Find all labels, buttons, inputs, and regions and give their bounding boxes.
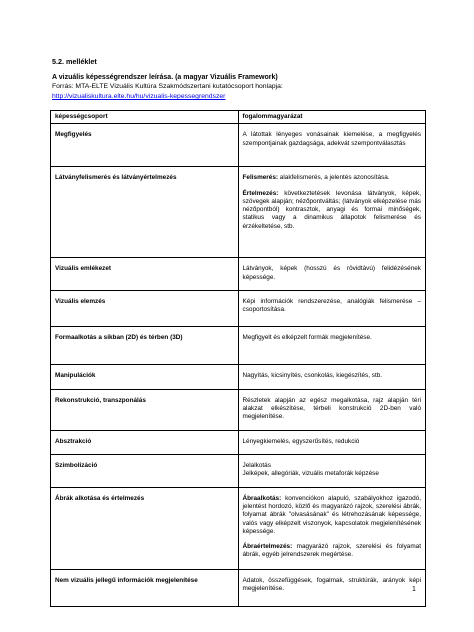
table-row	[51, 487, 426, 569]
paragraph-text: magyarázó rajzok, szerelési és folyamat ábrák, egyéb jelrendszerek megértése.	[242, 543, 421, 559]
table-row	[51, 455, 426, 488]
page-number: 1	[412, 586, 416, 593]
paragraph-text: konvenciókon alapuló, szabályokhoz igazodó, jelentést hordozó, közlő és magyarázó rajzok, szerelési ábrák, folyamat ábrák "olvasásának" és létrehozásának képessége, valós vagy elképzelt viszonyok, kapcsolatok megjelenítésének képessége.	[242, 494, 421, 535]
table-row	[51, 290, 426, 326]
group-cell: Nem vizuális jellegű információk megjelenítése	[51, 569, 239, 606]
table-header-row	[51, 111, 426, 124]
group-cell: Vizuális elemzés	[51, 290, 239, 326]
description-cell: Részletek alapján az egész megalkotása, rajz alapján téri alakzat elkészítése, térbeli konstrukció 2D-ben való megjelenítése.	[238, 389, 426, 430]
group-cell: Szimbolizáció	[51, 455, 239, 488]
description-paragraph	[243, 495, 422, 536]
table-row	[51, 167, 426, 258]
description-cell: Lényegkiemelés, egyszerűsítés, redukció	[238, 430, 426, 454]
group-cell: Megfigyelés	[51, 124, 239, 167]
group-cell: Manipulációk	[51, 364, 239, 389]
table-row	[51, 430, 426, 454]
description-cell: Megfigyelt és elképzelt formák megjelenítése.	[238, 326, 426, 364]
group-cell: Rekonstrukció, transzponálás	[51, 389, 239, 430]
group-cell: Formaalkotás a síkban (2D) és térben (3D)	[51, 326, 239, 364]
description-cell: A látottak lényeges vonásainak kiemelése, a megfigyelés szempontjainak gazdagsága, adekvát szempontválasztás	[238, 124, 426, 167]
description-cell	[238, 487, 426, 569]
document-subtitle: A vizuális képességrendszer leírása. (a magyar Vizuális Framework)	[52, 74, 278, 81]
description-cell: Nagyítás, kicsinyítés, csonkolás, kiegészítés, stb.	[238, 364, 426, 389]
source-line: Forrás: MTA-ELTE Vizuális Kultúra Szakmódszertani kutatócsoport honlapja:	[52, 83, 283, 90]
table-row	[51, 258, 426, 291]
paragraph-label: Értelmezés:	[242, 189, 279, 197]
description-paragraph	[243, 543, 422, 560]
group-cell: Absztrakció	[51, 430, 239, 454]
paragraph-label: Felismerés:	[242, 174, 279, 182]
group-cell: Vizuális emlékezet	[51, 258, 239, 291]
paragraph-label: Ábraalkotás:	[242, 494, 282, 502]
table-row	[51, 326, 426, 364]
description-cell	[238, 455, 426, 488]
capability-table	[50, 110, 426, 607]
description-paragraph	[243, 190, 422, 231]
description-cell	[238, 167, 426, 258]
table-row	[51, 364, 426, 389]
header-group: képességcsoport	[51, 111, 239, 124]
description-cell: Adatok, összefüggések, fogalmak, struktúrák, arányok képi megjelenítése.	[238, 569, 426, 606]
table-row	[51, 389, 426, 430]
description-cell: Látványok, képek (hosszú és rövidtávú) felidézésének képessége.	[238, 258, 426, 291]
header-description: fogalommagyarázat	[238, 111, 426, 124]
group-cell: Ábrák alkotása és értelmezés	[51, 487, 239, 569]
source-link[interactable]: http://vizualiskultura.elte.hu/hu/vizualis-kepessegrendszer	[52, 93, 226, 100]
table-row	[51, 569, 426, 606]
paragraph-text: alakfelismerés, a jelentés azonosítása.	[278, 174, 390, 182]
group-cell: Látványfelismerés és látványértelmezés	[51, 167, 239, 258]
table-row	[51, 124, 426, 167]
appendix-heading: 5.2. melléklet	[52, 57, 97, 66]
paragraph-text: következtetések levonása látványok, képek, szövegek alapján; nézőpontváltás; (látványok elképzelése más nézőpontból) kontrasztok, anyagi és formai minőségek, statikus vagy a dinamikus állapotok felismerése és érzékeltetése, stb.	[242, 189, 421, 230]
description-cell: Képi információk rendszerezése, analógiák felismerése – csoportosítása.	[238, 290, 426, 326]
description-paragraph	[243, 174, 422, 182]
description-line: Jelképek, allegóriák, vizuális metaforák képzése	[242, 470, 379, 478]
description-line: Jelalkotás	[242, 462, 271, 470]
paragraph-label: Ábraértelmezés:	[242, 543, 293, 551]
